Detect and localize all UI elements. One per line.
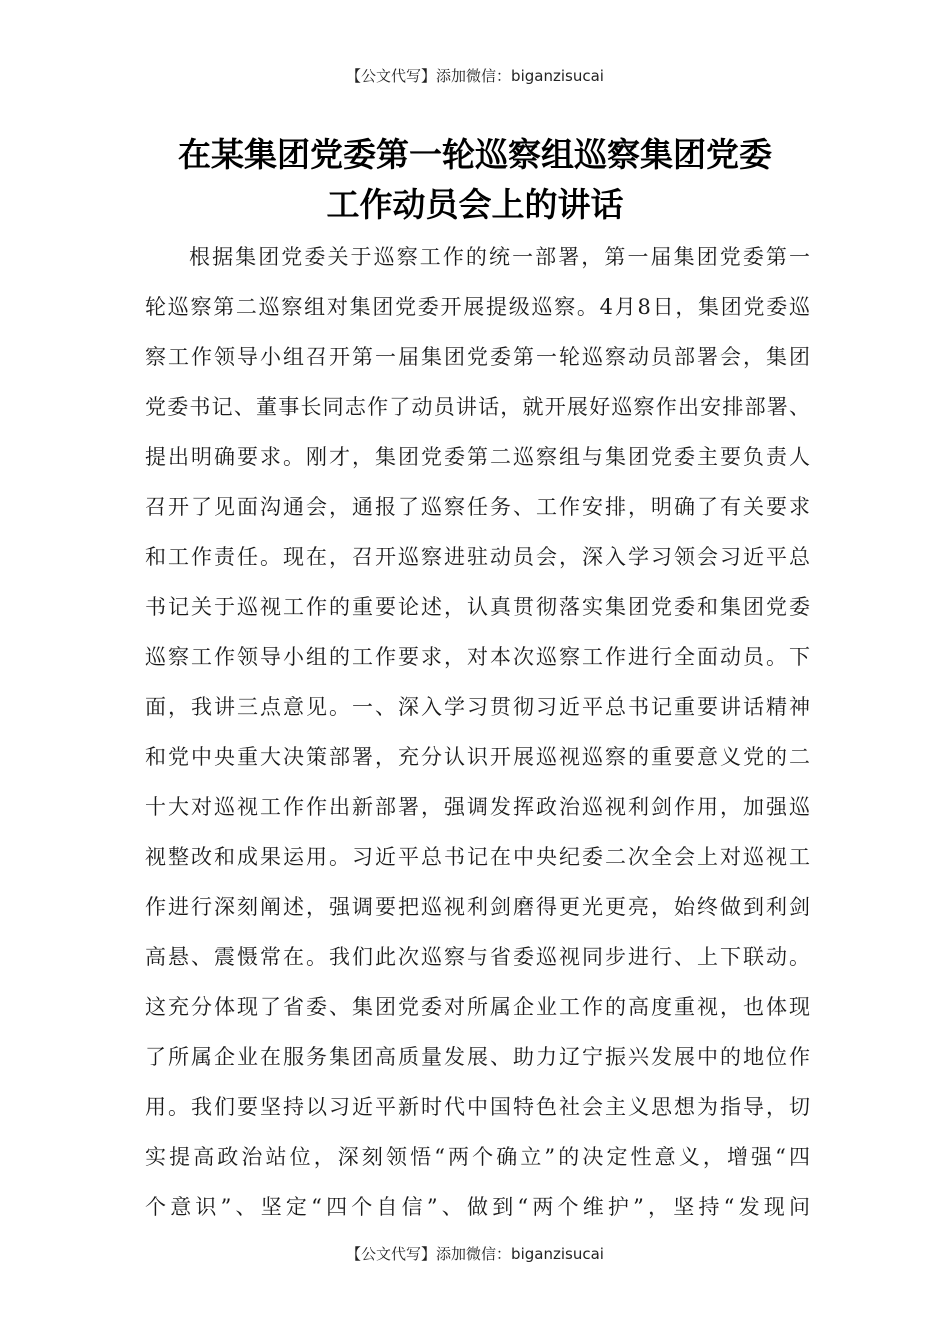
body-line: 书记关于巡视工作的重要论述，认真贯彻落实集团党委和集团党委 xyxy=(145,595,810,619)
document-title-line-1: 在某集团党委第一轮巡察组巡察集团党委 xyxy=(178,135,772,174)
body-line: 这充分体现了省委、集团党委对所属企业工作的高度重视，也体现 xyxy=(145,995,810,1019)
body-line: 巡察工作领导小组的工作要求，对本次巡察工作进行全面动员。下 xyxy=(145,645,810,669)
document-body xyxy=(145,232,810,1232)
body-line: 用。我们要坚持以习近平新时代中国特色社会主义思想为指导，切 xyxy=(145,1095,810,1119)
body-line: 党委书记、董事长同志作了动员讲话，就开展好巡察作出安排部署、 xyxy=(145,395,810,419)
document-title-line-2: 工作动员会上的讲话 xyxy=(326,185,624,224)
body-line: 高悬、震慑常在。我们此次巡察与省委巡视同步进行、上下联动。 xyxy=(145,945,810,969)
body-line: 作进行深刻阐述，强调要把巡视利剑磨得更光更亮，始终做到利剑 xyxy=(145,895,810,919)
body-line: 面，我讲三点意见。一、深入学习贯彻习近平总书记重要讲话精神 xyxy=(145,695,810,719)
body-line: 实提高政治站位，深刻领悟“两个确立”的决定性意义，增强“四 xyxy=(145,1145,810,1169)
body-line: 和党中央重大决策部署，充分认识开展巡视巡察的重要意义党的二 xyxy=(145,745,810,769)
body-line: 十大对巡视工作作出新部署，强调发挥政治巡视利剑作用，加强巡 xyxy=(145,795,810,819)
body-line: 召开了见面沟通会，通报了巡察任务、工作安排，明确了有关要求 xyxy=(145,495,810,519)
body-line: 察工作领导小组召开第一届集团党委第一轮巡察动员部署会，集团 xyxy=(145,345,810,369)
body-line: 提出明确要求。刚才，集团党委第二巡察组与集团党委主要负责人 xyxy=(145,445,810,469)
body-line: 轮巡察第二巡察组对集团党委开展提级巡察。4月8日，集团党委巡 xyxy=(145,295,810,319)
body-line: 和工作责任。现在，召开巡察进驻动员会，深入学习领会习近平总 xyxy=(145,545,810,569)
body-line: 根据集团党委关于巡察工作的统一部署，第一届集团党委第一 xyxy=(189,245,810,269)
body-line: 个意识”、坚定“四个自信”、做到“两个维护”，坚持“发现问 xyxy=(145,1195,810,1219)
footer-note: 【公文代写】添加微信：biganzisucai xyxy=(346,1245,604,1263)
body-line: 视整改和成果运用。习近平总书记在中央纪委二次全会上对巡视工 xyxy=(145,845,810,869)
body-line: 了所属企业在服务集团高质量发展、助力辽宁振兴发展中的地位作 xyxy=(145,1045,810,1069)
header-note: 【公文代写】添加微信：biganzisucai xyxy=(346,67,604,85)
